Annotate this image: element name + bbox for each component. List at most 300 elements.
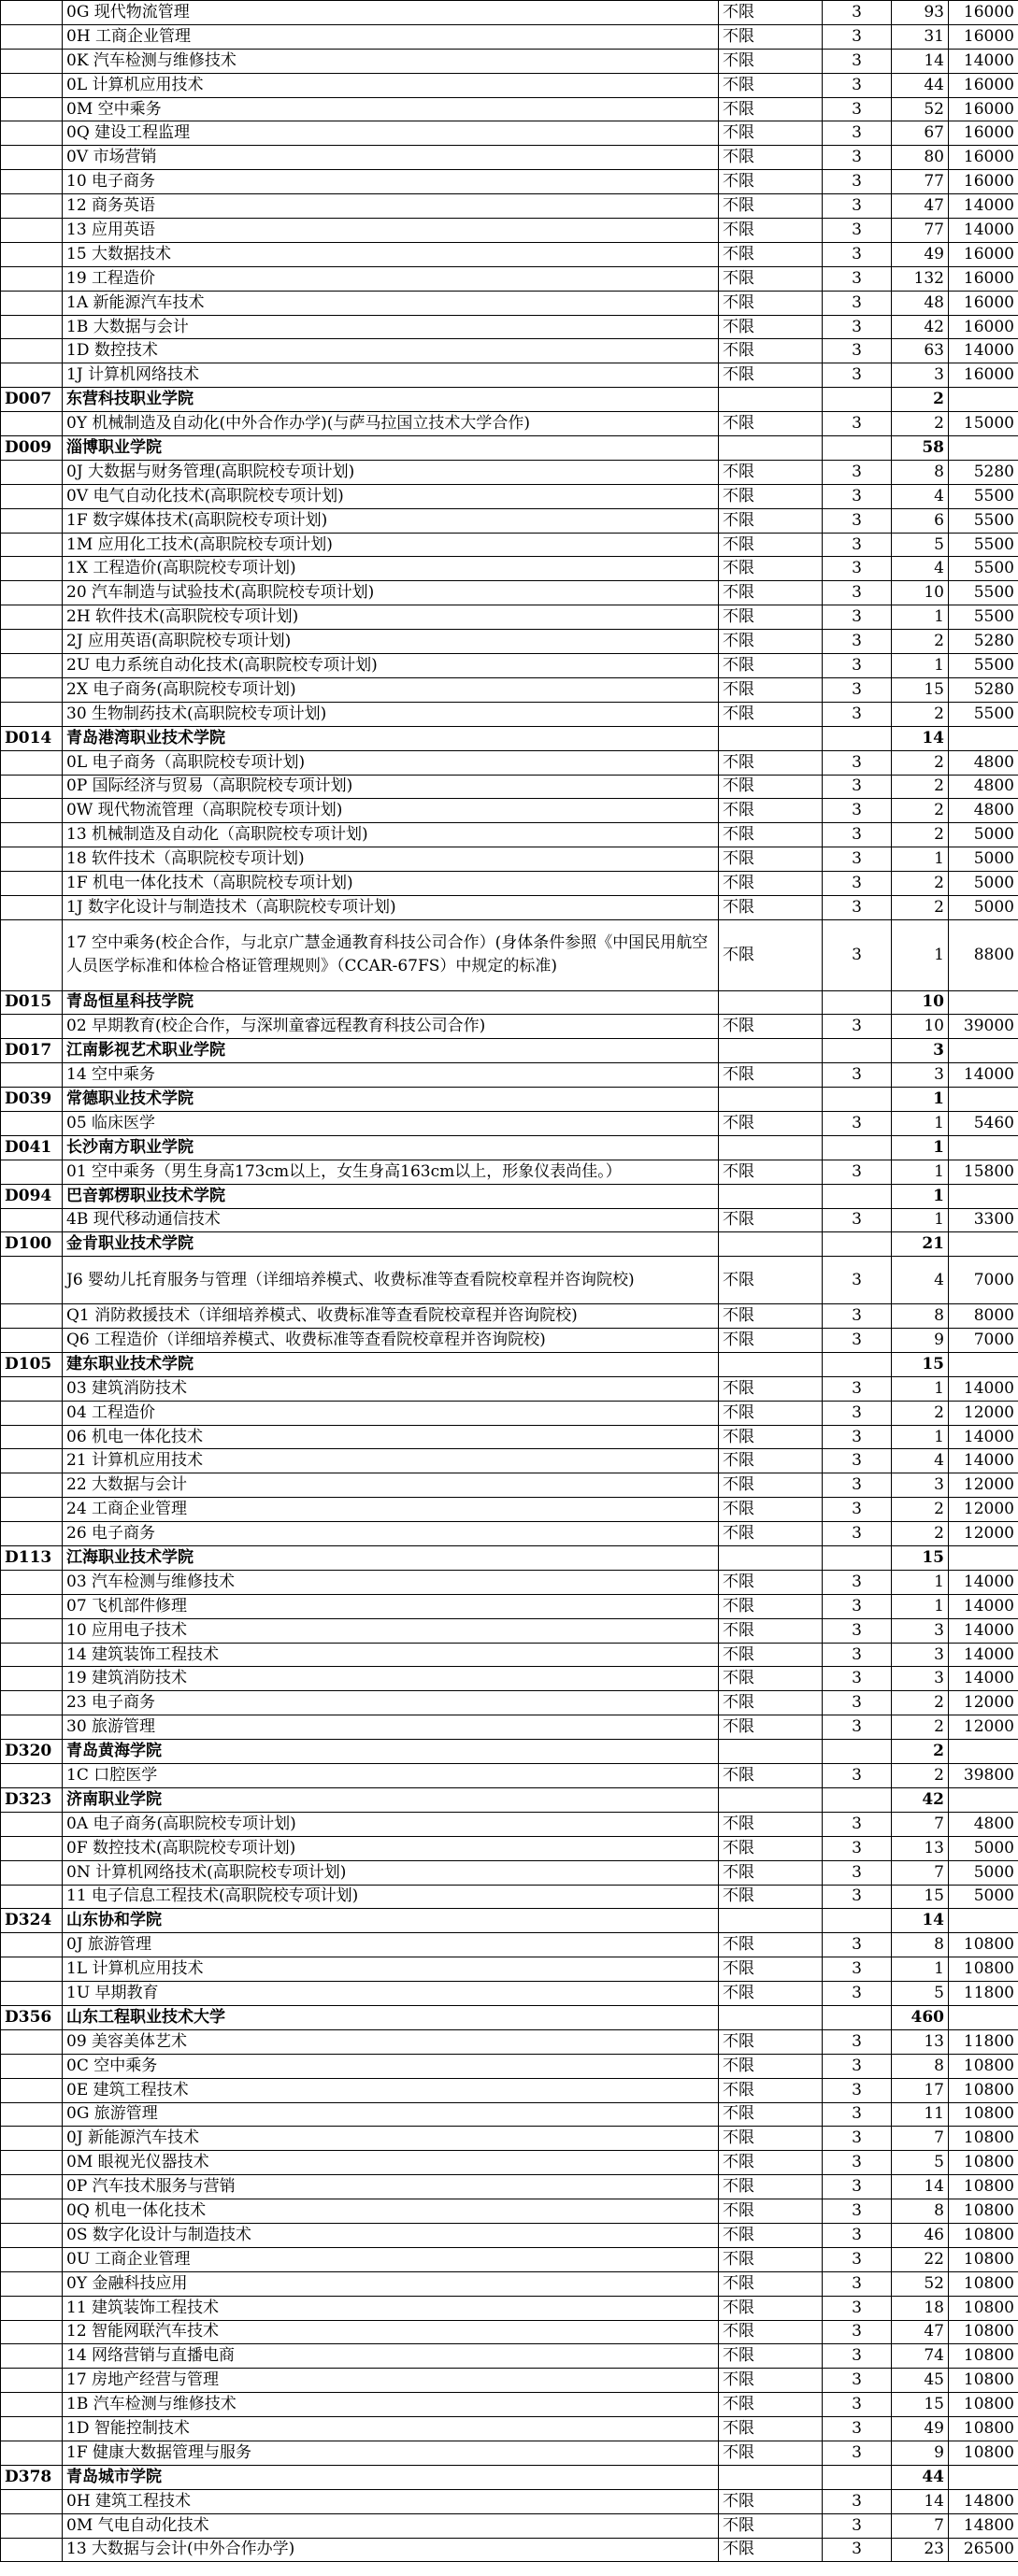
major-name-cell: 26 电子商务 [63, 1522, 719, 1546]
subject-limit-cell: 不限 [719, 872, 823, 896]
major-row [1, 1522, 1018, 1546]
subject-limit-cell: 不限 [719, 1812, 823, 1836]
major-name-cell: 13 机械制造及自动化（高职院校专项计划) [63, 823, 719, 847]
empty-cell [1, 654, 63, 678]
subject-limit-cell: 不限 [719, 847, 823, 872]
major-name-cell: 04 工程造价 [63, 1401, 719, 1425]
subject-limit-cell: 不限 [719, 1498, 823, 1522]
school-row [1, 1909, 1018, 1933]
study-years-cell: 3 [823, 919, 892, 990]
empty-cell [949, 1352, 1018, 1376]
school-name-cell: 巴音郭楞职业技术学院 [63, 1184, 719, 1208]
plan-count-cell: 2 [892, 1522, 949, 1546]
tuition-fee-cell: 16000 [949, 1, 1018, 25]
school-row [1, 388, 1018, 412]
major-row [1, 702, 1018, 726]
subject-limit-cell: 不限 [719, 1, 823, 25]
study-years-cell: 3 [823, 1498, 892, 1522]
major-name-cell: 0P 国际经济与贸易（高职院校专项计划) [63, 775, 719, 799]
empty-cell [1, 97, 63, 121]
tuition-fee-cell: 14000 [949, 1376, 1018, 1401]
empty-cell [1, 823, 63, 847]
subject-limit-cell: 不限 [719, 24, 823, 49]
tuition-fee-cell: 16000 [949, 73, 1018, 97]
empty-cell [823, 1135, 892, 1160]
study-years-cell: 3 [823, 581, 892, 605]
empty-cell [1, 2344, 63, 2369]
major-name-cell: 20 汽车制造与试验技术(高职院校专项计划) [63, 581, 719, 605]
tuition-fee-cell: 14000 [949, 1594, 1018, 1618]
empty-cell [1, 1257, 63, 1304]
major-name-cell: 1D 数控技术 [63, 339, 719, 363]
school-plan-total-cell: 1 [892, 1184, 949, 1208]
empty-cell [1, 2271, 63, 2296]
school-plan-total-cell: 1 [892, 1088, 949, 1112]
school-code-cell: D039 [1, 1088, 63, 1112]
major-row [1, 654, 1018, 678]
tuition-fee-cell: 10800 [949, 1933, 1018, 1957]
study-years-cell: 3 [823, 2127, 892, 2151]
empty-cell [1, 677, 63, 702]
empty-cell [823, 1039, 892, 1063]
major-row [1, 2199, 1018, 2224]
major-row [1, 1982, 1018, 2006]
school-plan-total-cell: 21 [892, 1232, 949, 1257]
major-row [1, 2320, 1018, 2344]
plan-count-cell: 10 [892, 581, 949, 605]
empty-cell [1, 1618, 63, 1643]
study-years-cell: 3 [823, 49, 892, 73]
empty-cell [1, 363, 63, 388]
major-name-cell: 0J 旅游管理 [63, 1933, 719, 1957]
plan-count-cell: 31 [892, 24, 949, 49]
study-years-cell: 3 [823, 219, 892, 243]
plan-count-cell: 2 [892, 1498, 949, 1522]
study-years-cell: 3 [823, 1643, 892, 1667]
empty-cell [719, 1232, 823, 1257]
empty-cell [1, 219, 63, 243]
major-row [1, 2271, 1018, 2296]
subject-limit-cell: 不限 [719, 2151, 823, 2175]
tuition-fee-cell: 10800 [949, 2199, 1018, 2224]
tuition-fee-cell: 4800 [949, 799, 1018, 823]
empty-cell [1, 1667, 63, 1691]
major-row [1, 219, 1018, 243]
study-years-cell: 3 [823, 2296, 892, 2320]
plan-count-cell: 4 [892, 557, 949, 581]
major-row [1, 895, 1018, 919]
plan-count-cell: 6 [892, 508, 949, 533]
tuition-fee-cell: 4800 [949, 750, 1018, 775]
empty-cell [1, 2320, 63, 2344]
school-plan-total-cell: 42 [892, 1787, 949, 1812]
empty-cell [1, 2151, 63, 2175]
empty-cell [719, 388, 823, 412]
plan-count-cell: 1 [892, 1376, 949, 1401]
major-name-cell: 2H 软件技术(高职院校专项计划) [63, 605, 719, 630]
plan-count-cell: 4 [892, 1257, 949, 1304]
empty-cell [949, 1909, 1018, 1933]
study-years-cell: 3 [823, 1618, 892, 1643]
tuition-fee-cell: 10800 [949, 2296, 1018, 2320]
subject-limit-cell: 不限 [719, 1570, 823, 1594]
tuition-fee-cell: 5500 [949, 484, 1018, 508]
empty-cell [1, 2296, 63, 2320]
major-name-cell: 12 智能网联汽车技术 [63, 2320, 719, 2344]
subject-limit-cell: 不限 [719, 823, 823, 847]
major-row [1, 2369, 1018, 2393]
subject-limit-cell: 不限 [719, 1304, 823, 1329]
empty-cell [1, 557, 63, 581]
study-years-cell: 3 [823, 2223, 892, 2247]
tuition-fee-cell: 10800 [949, 2417, 1018, 2441]
tuition-fee-cell: 5500 [949, 702, 1018, 726]
subject-limit-cell: 不限 [719, 73, 823, 97]
subject-limit-cell: 不限 [719, 2127, 823, 2151]
empty-cell [1, 2175, 63, 2199]
major-row [1, 1329, 1018, 1353]
subject-limit-cell: 不限 [719, 2320, 823, 2344]
tuition-fee-cell: 5280 [949, 460, 1018, 484]
study-years-cell: 3 [823, 1982, 892, 2006]
plan-count-cell: 2 [892, 799, 949, 823]
major-name-cell: 0M 空中乘务 [63, 97, 719, 121]
subject-limit-cell: 不限 [719, 1933, 823, 1957]
tuition-fee-cell: 5500 [949, 508, 1018, 533]
major-row [1, 847, 1018, 872]
study-years-cell: 3 [823, 1933, 892, 1957]
school-name-cell: 山东协和学院 [63, 1909, 719, 1933]
study-years-cell: 3 [823, 2271, 892, 2296]
plan-count-cell: 1 [892, 1208, 949, 1232]
tuition-fee-cell: 10800 [949, 2078, 1018, 2102]
major-name-cell: 17 空中乘务(校企合作，与北京广慧金通教育科技公司合作）(身体条件参照《中国民用航空人员医学标准和体检合格证管理规则》（CCAR-67FS）中规定的标准) [63, 919, 719, 990]
major-name-cell: 0J 大数据与财务管理(高职院校专项计划) [63, 460, 719, 484]
plan-count-cell: 48 [892, 291, 949, 315]
study-years-cell: 3 [823, 73, 892, 97]
plan-count-cell: 52 [892, 97, 949, 121]
plan-count-cell: 2 [892, 872, 949, 896]
major-name-cell: 0U 工商企业管理 [63, 2247, 719, 2271]
subject-limit-cell: 不限 [719, 1522, 823, 1546]
school-code-cell: D094 [1, 1184, 63, 1208]
school-code-cell: D320 [1, 1740, 63, 1764]
subject-limit-cell: 不限 [719, 508, 823, 533]
major-name-cell: 1X 工程造价(高职院校专项计划) [63, 557, 719, 581]
major-row [1, 146, 1018, 170]
subject-limit-cell: 不限 [719, 2489, 823, 2513]
subject-limit-cell: 不限 [719, 1885, 823, 1909]
major-name-cell: 24 工商企业管理 [63, 1498, 719, 1522]
empty-cell [1, 2369, 63, 2393]
major-row [1, 1618, 1018, 1643]
empty-cell [1, 2029, 63, 2054]
empty-cell [949, 1088, 1018, 1112]
empty-cell [823, 1352, 892, 1376]
tuition-fee-cell: 5000 [949, 1836, 1018, 1860]
major-name-cell: 10 电子商务 [63, 170, 719, 194]
empty-cell [1, 1885, 63, 1909]
subject-limit-cell: 不限 [719, 677, 823, 702]
major-name-cell: 0E 建筑工程技术 [63, 2078, 719, 2102]
plan-count-cell: 8 [892, 460, 949, 484]
plan-count-cell: 1 [892, 654, 949, 678]
major-name-cell: 06 机电一体化技术 [63, 1425, 719, 1449]
school-code-cell: D100 [1, 1232, 63, 1257]
plan-count-cell: 49 [892, 242, 949, 266]
plan-count-cell: 5 [892, 1982, 949, 2006]
school-name-cell: 济南职业学院 [63, 1787, 719, 1812]
major-name-cell: 0W 现代物流管理（高职院校专项计划) [63, 799, 719, 823]
empty-cell [823, 1232, 892, 1257]
plan-count-cell: 1 [892, 1425, 949, 1449]
major-row [1, 1667, 1018, 1691]
tuition-fee-cell: 5280 [949, 677, 1018, 702]
subject-limit-cell: 不限 [719, 2369, 823, 2393]
study-years-cell: 3 [823, 605, 892, 630]
major-row [1, 2344, 1018, 2369]
school-code-cell: D378 [1, 2465, 63, 2489]
plan-count-cell: 80 [892, 146, 949, 170]
major-name-cell: 0K 汽车检测与维修技术 [63, 49, 719, 73]
subject-limit-cell: 不限 [719, 2223, 823, 2247]
subject-limit-cell: 不限 [719, 315, 823, 339]
school-code-cell: D356 [1, 2005, 63, 2029]
major-row [1, 2393, 1018, 2417]
empty-cell [719, 436, 823, 461]
empty-cell [1, 266, 63, 291]
table-body [1, 1, 1018, 2562]
major-row [1, 1401, 1018, 1425]
major-name-cell: 15 大数据技术 [63, 242, 719, 266]
school-plan-total-cell: 15 [892, 1352, 949, 1376]
empty-cell [1, 49, 63, 73]
plan-count-cell: 14 [892, 2489, 949, 2513]
major-row [1, 1933, 1018, 1957]
subject-limit-cell: 不限 [719, 1401, 823, 1425]
empty-cell [1, 1111, 63, 1135]
major-row [1, 750, 1018, 775]
tuition-fee-cell: 14000 [949, 49, 1018, 73]
study-years-cell: 3 [823, 242, 892, 266]
study-years-cell: 3 [823, 1885, 892, 1909]
major-name-cell: 2U 电力系统自动化技术(高职院校专项计划) [63, 654, 719, 678]
major-name-cell: 23 电子商务 [63, 1691, 719, 1715]
major-row [1, 2175, 1018, 2199]
school-plan-total-cell: 3 [892, 1039, 949, 1063]
subject-limit-cell: 不限 [719, 1594, 823, 1618]
study-years-cell: 3 [823, 1, 892, 25]
major-row [1, 1304, 1018, 1329]
empty-cell [1, 1982, 63, 2006]
plan-count-cell: 15 [892, 1885, 949, 1909]
plan-count-cell: 3 [892, 363, 949, 388]
plan-count-cell: 8 [892, 1304, 949, 1329]
tuition-fee-cell: 15000 [949, 412, 1018, 436]
subject-limit-cell: 不限 [719, 97, 823, 121]
empty-cell [949, 1546, 1018, 1571]
major-row [1, 605, 1018, 630]
tuition-fee-cell: 10800 [949, 2151, 1018, 2175]
tuition-fee-cell: 16000 [949, 97, 1018, 121]
empty-cell [1, 1594, 63, 1618]
major-row [1, 1015, 1018, 1039]
subject-limit-cell: 不限 [719, 2175, 823, 2199]
subject-limit-cell: 不限 [719, 557, 823, 581]
plan-count-cell: 8 [892, 1933, 949, 1957]
major-name-cell: 11 电子信息工程技术(高职院校专项计划) [63, 1885, 719, 1909]
empty-cell [1, 533, 63, 557]
empty-cell [1, 895, 63, 919]
subject-limit-cell: 不限 [719, 799, 823, 823]
empty-cell [1, 1208, 63, 1232]
plan-count-cell: 18 [892, 2296, 949, 2320]
tuition-fee-cell: 11800 [949, 1982, 1018, 2006]
empty-cell [1, 194, 63, 219]
empty-cell [949, 1740, 1018, 1764]
major-row [1, 242, 1018, 266]
study-years-cell: 3 [823, 2054, 892, 2078]
plan-count-cell: 132 [892, 266, 949, 291]
study-years-cell: 3 [823, 291, 892, 315]
study-years-cell: 3 [823, 146, 892, 170]
study-years-cell: 3 [823, 557, 892, 581]
tuition-fee-cell: 16000 [949, 315, 1018, 339]
study-years-cell: 3 [823, 97, 892, 121]
tuition-fee-cell: 5460 [949, 1111, 1018, 1135]
major-row [1, 1885, 1018, 1909]
plan-count-cell: 2 [892, 750, 949, 775]
plan-count-cell: 9 [892, 2441, 949, 2465]
major-name-cell: 0M 眼视光仪器技术 [63, 2151, 719, 2175]
empty-cell [1, 605, 63, 630]
subject-limit-cell: 不限 [719, 605, 823, 630]
subject-limit-cell: 不限 [719, 1982, 823, 2006]
study-years-cell: 3 [823, 2199, 892, 2224]
plan-count-cell: 9 [892, 1329, 949, 1353]
major-name-cell: 0H 建筑工程技术 [63, 2489, 719, 2513]
major-row [1, 1812, 1018, 1836]
subject-limit-cell: 不限 [719, 242, 823, 266]
school-name-cell: 长沙南方职业学院 [63, 1135, 719, 1160]
empty-cell [823, 2005, 892, 2029]
empty-cell [1, 1473, 63, 1498]
major-name-cell: 0H 工商企业管理 [63, 24, 719, 49]
school-row [1, 2005, 1018, 2029]
tuition-fee-cell: 14000 [949, 1643, 1018, 1667]
empty-cell [1, 2199, 63, 2224]
empty-cell [1, 1933, 63, 1957]
study-years-cell: 3 [823, 1257, 892, 1304]
study-years-cell: 3 [823, 1594, 892, 1618]
empty-cell [1, 460, 63, 484]
plan-count-cell: 77 [892, 170, 949, 194]
tuition-fee-cell: 10800 [949, 2271, 1018, 2296]
tuition-fee-cell: 39000 [949, 1015, 1018, 1039]
subject-limit-cell: 不限 [719, 2393, 823, 2417]
tuition-fee-cell: 10800 [949, 2247, 1018, 2271]
major-name-cell: 4B 现代移动通信技术 [63, 1208, 719, 1232]
empty-cell [719, 1184, 823, 1208]
tuition-fee-cell: 12000 [949, 1473, 1018, 1498]
major-row [1, 1715, 1018, 1740]
plan-count-cell: 1 [892, 1160, 949, 1184]
plan-count-cell: 14 [892, 2175, 949, 2199]
subject-limit-cell: 不限 [719, 363, 823, 388]
study-years-cell: 3 [823, 1570, 892, 1594]
study-years-cell: 3 [823, 533, 892, 557]
school-name-cell: 青岛恒星科技学院 [63, 990, 719, 1015]
major-row [1, 291, 1018, 315]
study-years-cell: 3 [823, 2513, 892, 2538]
school-name-cell: 山东工程职业技术大学 [63, 2005, 719, 2029]
school-plan-total-cell: 15 [892, 1546, 949, 1571]
major-row [1, 2247, 1018, 2271]
school-row [1, 1184, 1018, 1208]
empty-cell [1, 630, 63, 654]
major-name-cell: 07 飞机部件修理 [63, 1594, 719, 1618]
major-row [1, 1376, 1018, 1401]
major-name-cell: 13 大数据与会计(中外合作办学) [63, 2538, 719, 2562]
major-name-cell: 0Y 金融科技应用 [63, 2271, 719, 2296]
study-years-cell: 3 [823, 363, 892, 388]
plan-count-cell: 4 [892, 484, 949, 508]
study-years-cell: 3 [823, 1304, 892, 1329]
major-name-cell: 0G 旅游管理 [63, 2102, 719, 2127]
tuition-fee-cell: 7000 [949, 1257, 1018, 1304]
subject-limit-cell: 不限 [719, 1111, 823, 1135]
subject-limit-cell: 不限 [719, 2054, 823, 2078]
plan-count-cell: 2 [892, 702, 949, 726]
empty-cell [1, 2489, 63, 2513]
study-years-cell: 3 [823, 484, 892, 508]
tuition-fee-cell: 8800 [949, 919, 1018, 990]
empty-cell [1, 73, 63, 97]
major-row [1, 2078, 1018, 2102]
study-years-cell: 3 [823, 1329, 892, 1353]
major-name-cell: J6 婴幼儿托育服务与管理（详细培养模式、收费标准等查看院校章程并咨询院校) [63, 1257, 719, 1304]
major-row [1, 1836, 1018, 1860]
plan-count-cell: 52 [892, 2271, 949, 2296]
subject-limit-cell: 不限 [719, 2078, 823, 2102]
school-row [1, 1232, 1018, 1257]
tuition-fee-cell: 16000 [949, 363, 1018, 388]
school-plan-total-cell: 44 [892, 2465, 949, 2489]
empty-cell [1, 1643, 63, 1667]
tuition-fee-cell: 5000 [949, 872, 1018, 896]
subject-limit-cell: 不限 [719, 1473, 823, 1498]
empty-cell [1, 2078, 63, 2102]
major-row [1, 170, 1018, 194]
school-row [1, 990, 1018, 1015]
major-row [1, 2151, 1018, 2175]
major-name-cell: 10 应用电子技术 [63, 1618, 719, 1643]
study-years-cell: 3 [823, 266, 892, 291]
study-years-cell: 3 [823, 1667, 892, 1691]
subject-limit-cell: 不限 [719, 2102, 823, 2127]
tuition-fee-cell: 10800 [949, 2369, 1018, 2393]
empty-cell [719, 1909, 823, 1933]
major-row [1, 799, 1018, 823]
empty-cell [949, 1232, 1018, 1257]
plan-count-cell: 49 [892, 2417, 949, 2441]
subject-limit-cell: 不限 [719, 1063, 823, 1088]
subject-limit-cell: 不限 [719, 170, 823, 194]
major-row [1, 1473, 1018, 1498]
major-name-cell: 03 汽车检测与维修技术 [63, 1570, 719, 1594]
tuition-fee-cell: 14800 [949, 2489, 1018, 2513]
study-years-cell: 3 [823, 895, 892, 919]
